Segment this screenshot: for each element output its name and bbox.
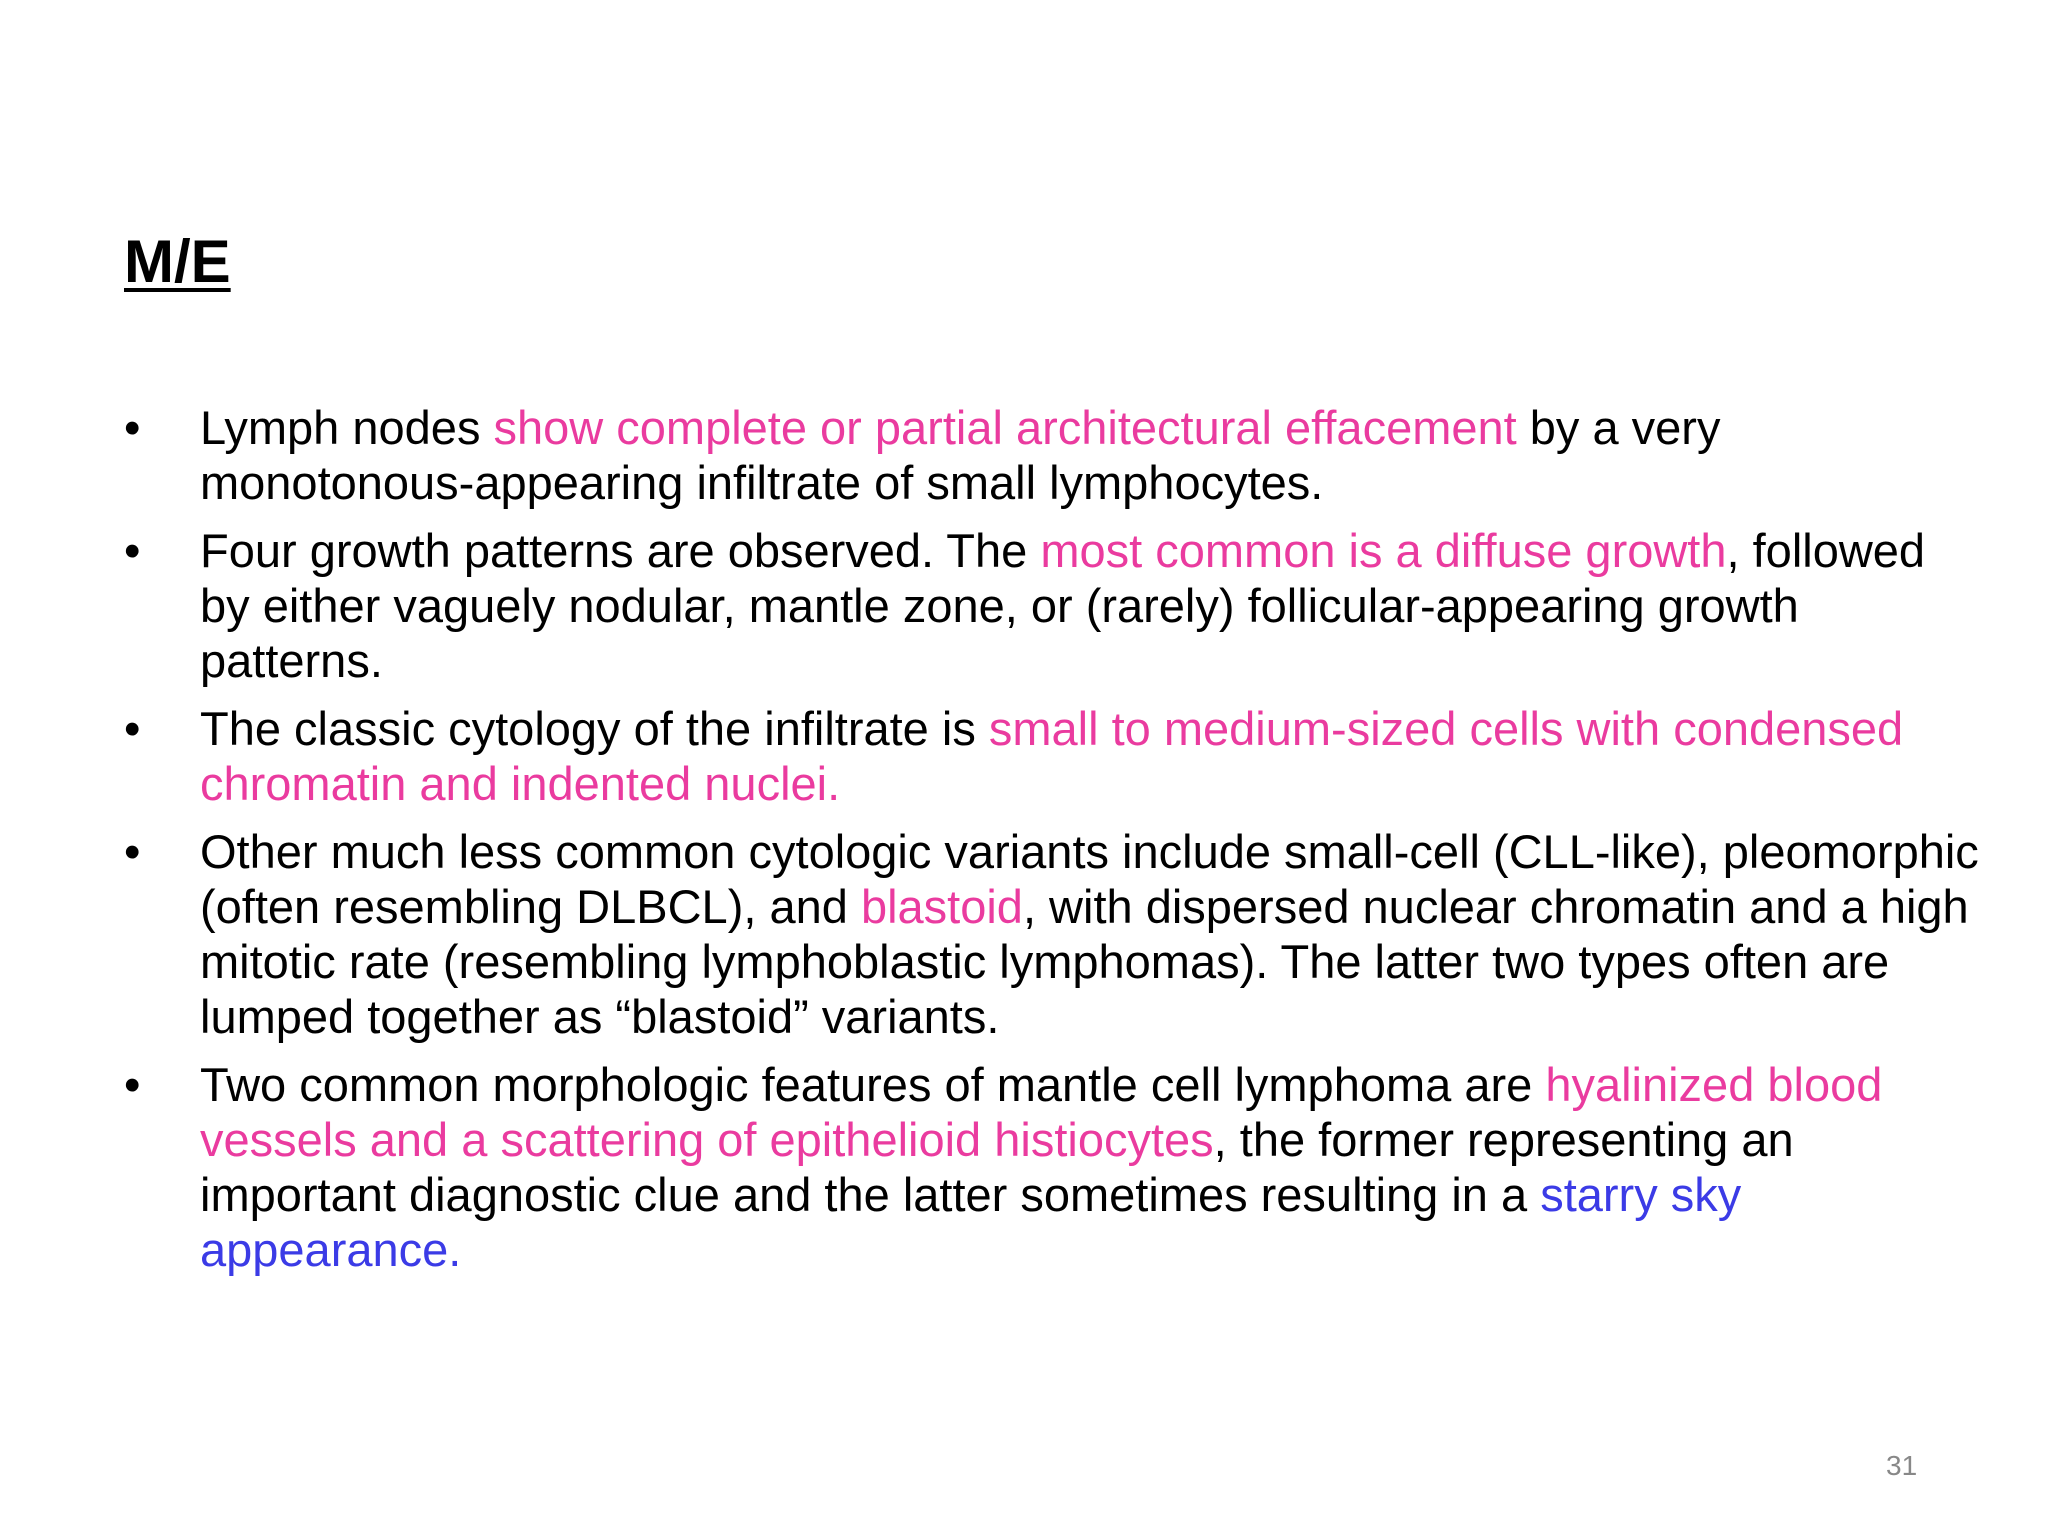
bullet-text: Two common morphologic features of mantle cell lymphoma are [200,1058,1546,1111]
bullet-point-icon: • [124,401,141,454]
bullet-list [124,400,1984,1290]
bullet-text: , the former representing an important diagnostic clue and the latter sometimes resulting in a [200,1113,1794,1221]
bullet-text: The classic cytology of the infiltrate is [200,702,989,755]
bullet-text: Four growth patterns are observed. The [200,524,1041,577]
bullet-item [124,824,1984,1044]
bullet-text: Other much less common cytologic variants include small-cell (CLL-like), pleomorphic (often resembling DLBCL), and [200,825,1979,933]
highlight-text-blue: starry sky appearance. [200,1168,1742,1276]
bullet-text: by a very monotonous-appearing infiltrate of small lymphocytes. [200,401,1721,509]
highlight-text: small to medium-sized cells with condensed chromatin and indented nuclei. [200,702,1904,810]
bullet-point-icon: • [124,825,141,878]
slide-title: M/E [124,228,231,295]
bullet-point-icon: • [124,524,141,577]
highlight-text: show complete or partial architectural effacement [493,401,1517,454]
bullet-point-icon: • [124,702,141,755]
bullet-text: , followed by either vaguely nodular, mantle zone, or (rarely) follicular-appearing growth patterns. [200,524,1926,687]
bullet-item [124,400,1984,510]
bullet-text: , with dispersed nuclear chromatin and a high mitotic rate (resembling lymphoblastic lymphomas). The latter two types often are lumped together as “blastoid” variants. [200,880,1969,1043]
bullet-item [124,523,1984,688]
highlight-text: hyalinized blood vessels and a scattering of epithelioid histiocytes [200,1058,1883,1166]
bullet-text: Lymph nodes [200,401,494,454]
bullet-point-icon: • [124,1058,141,1111]
page-number: 31 [1886,1450,1918,1481]
bullet-item [124,701,1984,811]
highlight-text: most common is a diffuse growth [1040,524,1727,577]
highlight-text: blastoid [860,880,1023,933]
bullet-item [124,1057,1984,1277]
